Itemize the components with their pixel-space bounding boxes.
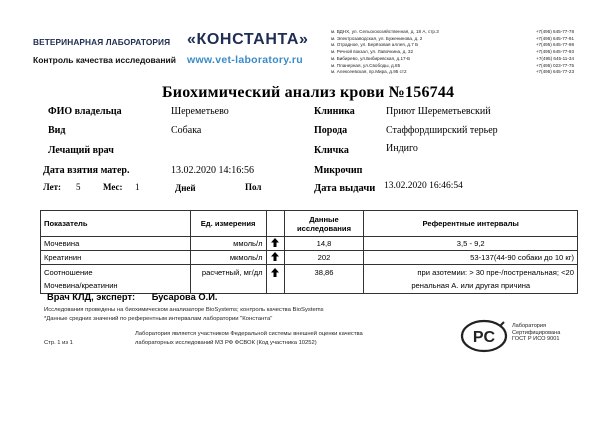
cell-result: 14,8 [284, 237, 364, 251]
arrow-up-icon [271, 238, 279, 247]
cell-indicator: Мочевина [41, 237, 191, 251]
sample-date-value: 13.02.2020 14:16:56 [171, 165, 255, 176]
cell-reference: при азотемии: > 30 пре-/постренальная; <20 ренальная А. или другая причина [364, 265, 578, 294]
lab-name: ВЕТЕРИНАРНАЯ ЛАБОРАТОРИЯ [33, 37, 171, 47]
cell-reference: 53-137(44-90 собаки до 10 кг) [364, 251, 578, 265]
age-days-label: Дней [175, 183, 196, 193]
cell-unit: мкмоль/л [190, 251, 266, 265]
page-number: Стр. 1 из 1 [44, 340, 73, 346]
cell-flag [266, 265, 284, 294]
cell-indicator: Креатинин [41, 251, 191, 265]
address-row: м. ВДНХ, ул. Сельскохозяйственная, д. 18 А, стр.3 +7(495) 645-77-78 [331, 29, 574, 34]
cell-indicator: Соотношение Мочевина/креатинин [41, 265, 191, 294]
certification-logo-icon [460, 318, 508, 354]
fsvok-note: Лаборатория является участником Федеральной системы внешней оценки качества лабораторных исследований МЗ РФ ФСВОК (Код участника 10252) [135, 331, 363, 346]
certification-text: Лаборатория Сертифицирована ГОСТ Р ИСО 9001 [512, 323, 561, 343]
lab-brand: «КОНСТАНТА» [187, 31, 309, 48]
table-row [41, 237, 578, 251]
table-row [41, 265, 578, 294]
results-table [40, 210, 578, 294]
age-months-label: Мес: [103, 182, 123, 192]
age-years-value: 5 [76, 182, 81, 192]
cell-flag [266, 237, 284, 251]
cell-result: 38,86 [284, 265, 364, 294]
address-row: м. Алексеевская, пр.Мира, д.95 ст2 +7(495) 645-77-23 [331, 69, 574, 75]
species-value: Собака [171, 125, 202, 136]
breed-value: Стаффордширский терьер [386, 125, 498, 136]
report-title: Биохимический анализ крови №156744 [162, 84, 455, 101]
address-row: м. Речной вокзал, ул. Лавочкина, д. 32 +7(495) 645-77-93 [331, 49, 574, 55]
arrow-up-icon [271, 252, 279, 261]
age-years-label: Лет: [43, 182, 62, 192]
nickname-value: Индиго [386, 143, 418, 154]
age-months-value: 1 [135, 182, 140, 192]
header-reference: Референтные интервалы [364, 211, 578, 237]
address-row: м. Электрозаводская, ул. Буженинова, д. 2 +7(495) 645-77-91 [331, 35, 574, 41]
cell-flag [266, 251, 284, 265]
table-row [41, 251, 578, 265]
microchip-label: Микрочип [314, 165, 363, 176]
nickname-label: Кличка [314, 145, 349, 156]
breed-label: Порода [314, 125, 348, 136]
cell-reference: 3,5 - 9,2 [364, 237, 578, 251]
address-row: м. Отрадное, ул. Берёзовая аллея, д.7 Б +7(495) 645-77-98 [331, 42, 574, 48]
sex-label: Пол [245, 182, 262, 192]
address-list [331, 29, 574, 76]
sample-date-label: Дата взятия матер. [43, 165, 130, 176]
header-indicator: Показатель [41, 211, 191, 237]
table-header-row [41, 211, 578, 237]
clinic-value: Приют Шереметьевский [386, 106, 491, 117]
signing-doctor [47, 292, 217, 302]
doctor-label: Лечащий врач [48, 145, 114, 156]
lab-subtitle: Контроль качества исследований [33, 55, 176, 65]
cell-unit: расчетный, мг/дл [190, 265, 266, 294]
header-flag [266, 211, 284, 237]
address-row: м. Бибирево, ул.Бибиревская, д.17-Б +7(495) 645-11-34 [331, 55, 574, 61]
cell-result: 202 [284, 251, 364, 265]
lab-website-link[interactable]: www.vet-laboratory.ru [187, 54, 303, 66]
issue-date-label: Дата выдачи [314, 183, 376, 194]
signing-doctor-name: Бусарова О.И. [151, 292, 218, 302]
analyzer-note: Исследования проведены на биохимическом анализаторе BioSystems; контроль качества BioSystems [44, 307, 324, 313]
arrow-up-icon [271, 268, 279, 277]
reference-note: *Данные средних значений по референтным интервалам лаборатории "Константа" [44, 316, 273, 322]
svg-text:PC: PC [472, 329, 496, 346]
header-result: Данные исследования [284, 211, 364, 237]
species-label: Вид [48, 125, 66, 136]
header-unit: Ед. измерения [190, 211, 266, 237]
owner-label: ФИО владельца [48, 106, 122, 117]
cell-unit: ммоль/л [190, 237, 266, 251]
issue-date-value: 13.02.2020 16:46:54 [384, 181, 463, 191]
clinic-label: Клиника [314, 106, 355, 117]
signing-doctor-label: Врач КЛД, эксперт: [47, 292, 136, 302]
address-row: м. Планерная, ул.Свободы, д.85 +7(495) 023-77-75 [331, 62, 574, 68]
owner-value: Шереметьево [171, 106, 229, 117]
